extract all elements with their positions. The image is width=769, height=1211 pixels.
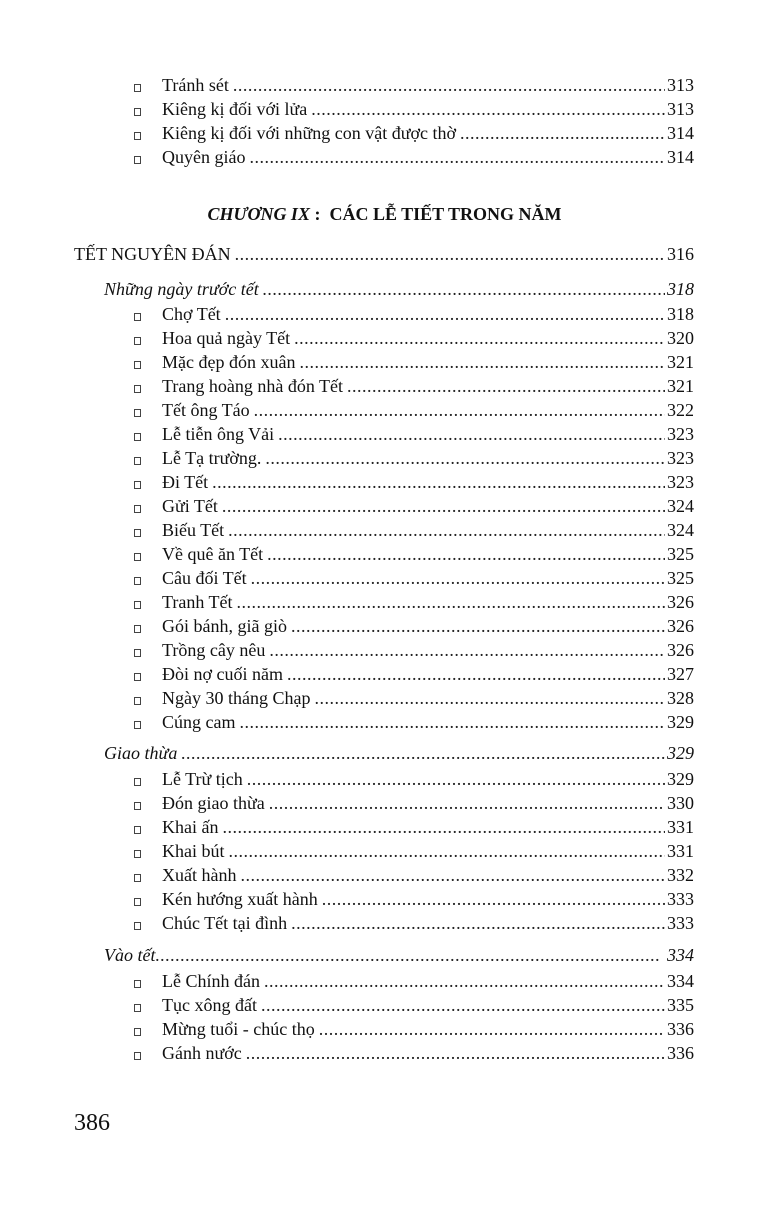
- dot-leader: [222, 495, 665, 517]
- toc-item-label: Câu đối Tết: [162, 568, 247, 588]
- square-bullet-icon: [134, 778, 141, 786]
- square-bullet-icon: [134, 1004, 141, 1012]
- main-entry-label: TẾT NGUYÊN ĐÁN: [74, 244, 231, 264]
- dot-leader: [247, 768, 665, 790]
- toc-item: [134, 74, 694, 96]
- dot-leader: [287, 663, 665, 685]
- dot-leader: [233, 74, 665, 96]
- toc-item: [134, 994, 694, 1016]
- dot-leader: [237, 591, 665, 613]
- toc-item-label: Lễ tiễn ông Vải: [162, 424, 275, 444]
- square-bullet-icon: [134, 481, 141, 489]
- toc-item: [134, 1042, 694, 1064]
- square-bullet-icon: [134, 156, 141, 164]
- toc-item: [134, 98, 694, 120]
- square-bullet-icon: [134, 802, 141, 810]
- toc-item-page: 333: [667, 913, 694, 933]
- dot-leader: [291, 912, 665, 934]
- toc-item-page: 326: [667, 640, 694, 660]
- toc-item-label: Xuất hành: [162, 865, 237, 885]
- square-bullet-icon: [134, 697, 141, 705]
- toc-item-label: Gửi Tết: [162, 496, 218, 516]
- toc-item: [134, 970, 694, 992]
- section-title: Giao thừa: [104, 743, 178, 763]
- toc-item: [134, 912, 694, 934]
- dot-leader: [263, 278, 665, 300]
- toc-item-label: Kén hướng xuất hành: [162, 889, 318, 909]
- toc-section: [104, 278, 694, 300]
- section-page: 318: [667, 279, 694, 299]
- toc-item: [134, 1018, 694, 1040]
- toc-item-page: 321: [667, 352, 694, 372]
- square-bullet-icon: [134, 625, 141, 633]
- toc-item-label: Trồng cây nêu: [162, 640, 266, 660]
- toc-item-page: 325: [667, 568, 694, 588]
- toc-item-label: Kiêng kị đối với những con vật được thờ: [162, 123, 457, 143]
- toc-item-label: Lễ Chính đán: [162, 971, 260, 991]
- toc-item: [134, 663, 694, 685]
- toc-section: [104, 944, 694, 966]
- toc-item-label: Trang hoàng nhà đón Tết: [162, 376, 343, 396]
- toc-item-label: Khai bút: [162, 841, 225, 861]
- chapter-heading: [0, 202, 769, 226]
- toc-item-label: Tranh Tết: [162, 592, 233, 612]
- toc-item: [134, 768, 694, 790]
- toc-item-label: Tục xông đất: [162, 995, 257, 1015]
- square-bullet-icon: [134, 922, 141, 930]
- toc-item-label: Cúng cam: [162, 712, 236, 732]
- dot-leader: [251, 567, 665, 589]
- toc-item: [134, 864, 694, 886]
- toc-item: [134, 399, 694, 421]
- toc-item-label: Kiêng kị đối với lửa: [162, 99, 308, 119]
- toc-item-page: 334: [667, 971, 694, 991]
- toc-item-label: Mừng tuổi - chúc thọ: [162, 1019, 315, 1039]
- toc-item-page: 325: [667, 544, 694, 564]
- dot-leader: [222, 816, 665, 838]
- toc-item-label: Đòi nợ cuối năm: [162, 664, 283, 684]
- toc-item: [134, 639, 694, 661]
- toc-item-page: 322: [667, 400, 694, 420]
- toc-main-entry: [74, 243, 694, 265]
- toc-item: [134, 146, 694, 168]
- toc-item-label: Lễ Trừ tịch: [162, 769, 243, 789]
- chapter-number: CHƯƠNG IX: [207, 204, 310, 224]
- dot-leader: [225, 303, 665, 325]
- toc-item-page: 313: [667, 99, 694, 119]
- toc-item: [134, 519, 694, 541]
- dot-leader: [249, 146, 665, 168]
- toc-item: [134, 591, 694, 613]
- dot-leader: [460, 122, 665, 144]
- dot-leader: [319, 1018, 665, 1040]
- square-bullet-icon: [134, 980, 141, 988]
- toc-item: [134, 687, 694, 709]
- square-bullet-icon: [134, 385, 141, 393]
- toc-item-label: Quyên giáo: [162, 147, 246, 167]
- toc-item-label: Khai ấn: [162, 817, 219, 837]
- toc-item-label: Tránh sét: [162, 75, 229, 95]
- toc-item-page: 331: [667, 841, 694, 861]
- dot-leader: [254, 399, 665, 421]
- toc-item-page: 335: [667, 995, 694, 1015]
- dot-leader: [294, 327, 665, 349]
- square-bullet-icon: [134, 132, 141, 140]
- toc-item-label: Lễ Tạ trường.: [162, 448, 262, 468]
- dot-leader: [267, 543, 665, 565]
- square-bullet-icon: [134, 673, 141, 681]
- section-title: Những ngày trước tết: [104, 279, 259, 299]
- toc-item: [134, 711, 694, 733]
- square-bullet-icon: [134, 505, 141, 513]
- dot-leader: [235, 243, 665, 265]
- square-bullet-icon: [134, 601, 141, 609]
- square-bullet-icon: [134, 826, 141, 834]
- dot-leader: [246, 1042, 665, 1064]
- toc-section: [104, 742, 694, 764]
- toc-item: [134, 816, 694, 838]
- toc-item: [134, 447, 694, 469]
- toc-item-page: 323: [667, 424, 694, 444]
- toc-item-page: 326: [667, 592, 694, 612]
- dot-leader: [291, 615, 665, 637]
- toc-item-page: 336: [667, 1019, 694, 1039]
- square-bullet-icon: [134, 1028, 141, 1036]
- toc-item: [134, 327, 694, 349]
- square-bullet-icon: [134, 529, 141, 537]
- square-bullet-icon: [134, 409, 141, 417]
- dot-leader: [269, 792, 665, 814]
- toc-item-label: Đón giao thừa: [162, 793, 265, 813]
- toc-item: [134, 122, 694, 144]
- toc-item-page: 313: [667, 75, 694, 95]
- toc-item-page: 314: [667, 123, 694, 143]
- square-bullet-icon: [134, 553, 141, 561]
- toc-item: [134, 615, 694, 637]
- dot-leader: [261, 994, 665, 1016]
- dot-leader: [265, 447, 665, 469]
- square-bullet-icon: [134, 721, 141, 729]
- toc-item-page: 323: [667, 448, 694, 468]
- toc-item: [134, 471, 694, 493]
- square-bullet-icon: [134, 874, 141, 882]
- dot-leader: [269, 639, 665, 661]
- square-bullet-icon: [134, 84, 141, 92]
- toc-item-label: Ngày 30 tháng Chạp: [162, 688, 311, 708]
- toc-item-page: 314: [667, 147, 694, 167]
- toc-item-page: 329: [667, 712, 694, 732]
- page-number: 386: [74, 1110, 110, 1136]
- dot-leader: [322, 888, 665, 910]
- square-bullet-icon: [134, 361, 141, 369]
- toc-item-label: Đi Tết: [162, 472, 209, 492]
- square-bullet-icon: [134, 898, 141, 906]
- toc-item: [134, 840, 694, 862]
- toc-item: [134, 303, 694, 325]
- toc-item-page: 328: [667, 688, 694, 708]
- square-bullet-icon: [134, 457, 141, 465]
- toc-item-page: 330: [667, 793, 694, 813]
- dot-leader: [240, 711, 666, 733]
- toc-item: [134, 351, 694, 373]
- dot-leader: [314, 687, 665, 709]
- toc-item-label: Tết ông Táo: [162, 400, 250, 420]
- toc-item-page: 333: [667, 889, 694, 909]
- dot-leader: [299, 351, 665, 373]
- dot-leader: [240, 864, 665, 886]
- toc-item-label: Mặc đẹp đón xuân: [162, 352, 296, 372]
- dot-leader: [229, 840, 666, 862]
- dot-leader: [228, 519, 665, 541]
- square-bullet-icon: [134, 313, 141, 321]
- dot-leader: [264, 970, 665, 992]
- toc-item-page: 331: [667, 817, 694, 837]
- toc-item-label: Hoa quả ngày Tết: [162, 328, 291, 348]
- toc-item-page: 326: [667, 616, 694, 636]
- toc-item: [134, 543, 694, 565]
- section-page: 329: [667, 743, 694, 763]
- toc-item: [134, 888, 694, 910]
- square-bullet-icon: [134, 433, 141, 441]
- square-bullet-icon: [134, 108, 141, 116]
- toc-item-label: Chúc Tết tại đình: [162, 913, 288, 933]
- toc-item-page: 323: [667, 472, 694, 492]
- toc-item-page: 327: [667, 664, 694, 684]
- toc-item: [134, 375, 694, 397]
- toc-item-page: 324: [667, 496, 694, 516]
- section-title: Vào tết: [104, 945, 156, 965]
- chapter-separator: :: [309, 204, 330, 224]
- square-bullet-icon: [134, 577, 141, 585]
- square-bullet-icon: [134, 337, 141, 345]
- toc-item-page: 332: [667, 865, 694, 885]
- toc-item: [134, 567, 694, 589]
- toc-item-page: 321: [667, 376, 694, 396]
- toc-item: [134, 423, 694, 445]
- dot-leader: [212, 471, 665, 493]
- square-bullet-icon: [134, 649, 141, 657]
- dot-leader: [311, 98, 665, 120]
- dot-leader: [156, 944, 660, 966]
- toc-item-label: Gói bánh, giã giò: [162, 616, 287, 636]
- toc-item: [134, 495, 694, 517]
- dot-leader: [278, 423, 665, 445]
- dot-leader: [181, 742, 665, 764]
- toc-item-label: Về quê ăn Tết: [162, 544, 264, 564]
- toc-item-label: Gánh nước: [162, 1043, 242, 1063]
- dot-leader: [347, 375, 665, 397]
- toc-item-page: 318: [667, 304, 694, 324]
- toc-item-label: Biếu Tết: [162, 520, 225, 540]
- chapter-title: CÁC LỄ TIẾT TRONG NĂM: [329, 204, 562, 224]
- toc-item-page: 336: [667, 1043, 694, 1063]
- toc-item-page: 324: [667, 520, 694, 540]
- toc-item: [134, 792, 694, 814]
- toc-item-page: 329: [667, 769, 694, 789]
- square-bullet-icon: [134, 1052, 141, 1060]
- toc-item-page: 320: [667, 328, 694, 348]
- toc-item-label: Chợ Tết: [162, 304, 221, 324]
- section-page: 334: [667, 945, 694, 965]
- square-bullet-icon: [134, 850, 141, 858]
- main-entry-page: 316: [667, 244, 694, 264]
